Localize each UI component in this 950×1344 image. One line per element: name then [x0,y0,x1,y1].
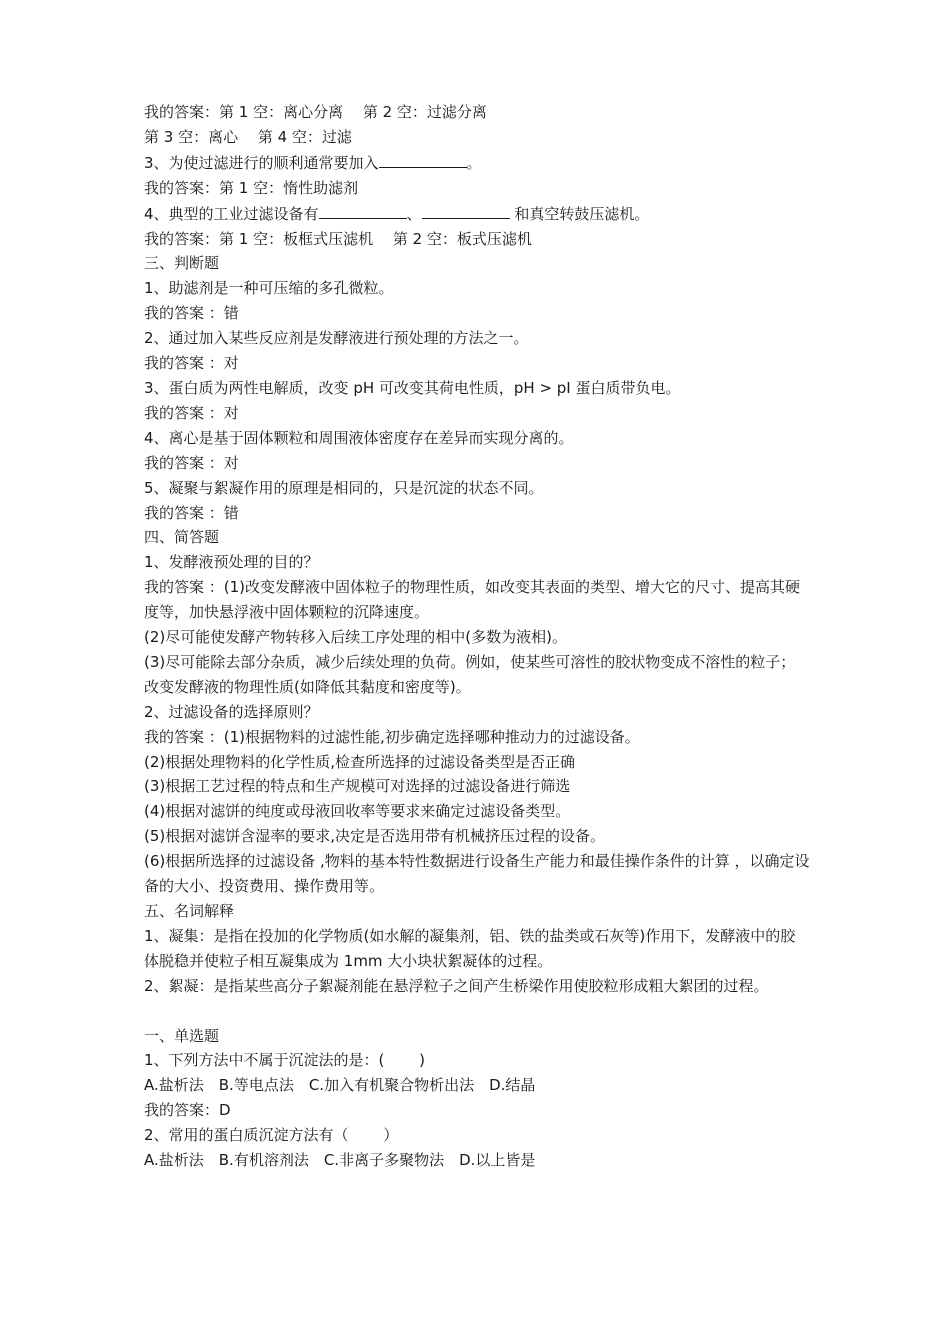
options-line: A.盐析法 B.有机溶剂法 C.非离子多聚物法 D.以上皆是 [144,1151,536,1170]
question-line [144,201,810,227]
question-text: 4、典型的工业过滤设备有 [144,204,319,223]
question-text: 3、为使过滤进行的顺利通常要加入 [144,153,379,172]
blank-spacer [144,999,810,1024]
question-text: 。 [466,153,482,172]
answer-paragraph: (4)根据对滤饼的纯度或母液回收率等要求来确定过滤设备类型。 [144,802,571,821]
section-heading: 四、简答题 [144,528,220,547]
options-line: A.盐析法 B.等电点法 C.加入有机聚合物析出法 D.结晶 [144,1076,536,1095]
answer-line: 我的答案 ：对 [144,354,239,373]
question-text: 、 [406,204,422,223]
answer-line: 我的答案：D [144,1101,231,1120]
answer-line: 第 3 空：离心 第 4 空：过滤 [144,127,352,146]
fill-blank [319,201,407,219]
answer-paragraph: (6)根据所选择的过滤设备 ,物料的基本特性数据进行设备生产能力和最佳操作条件的计算 ，以确定设备的大小、投资费用、操作费用等。 [144,852,810,896]
question-line [144,150,810,176]
answer-paragraph: 我的答案 ：(1)改变发酵液中固体粒子的物理性质，如改变其表面的类型、增大它的尺寸、提高其硬度等，加快悬浮液中固体颗粒的沉降速度。 [144,578,801,622]
question-line: 2、过滤设备的选择原则？ [144,702,319,721]
section-heading: 三、判断题 [144,254,220,273]
question-line: 3、蛋白质为两性电解质，改变 pH 可改变其荷电性质，pH > pI 蛋白质带负电。 [144,378,681,397]
question-line: 1、发酵液预处理的目的？ [144,553,319,572]
answer-paragraph: 我的答案 ：(1)根据物料的过滤性能,初步确定选择哪种推动力的过滤设备。 [144,727,640,746]
section-heading: 五、名词解释 [144,902,235,920]
question-line: 5、凝聚与絮凝作用的原理是相同的，只是沉淀的状态不同。 [144,478,544,497]
definition-paragraph: 1、凝集：是指在投加的化学物质(如水解的凝集剂，铝、铁的盐类或石灰等)作用下，发酵液中的胶体脱稳并使粒子相互凝集成为 1mm 大小块状絮凝体的过程。 [144,926,796,970]
question-line: 1、助滤剂是一种可压缩的多孔微粒。 [144,279,394,298]
answer-line: 我的答案：第 1 空：离心分离 第 2 空：过滤分离 [144,103,487,121]
answer-line: 我的答案 ：对 [144,403,239,422]
answer-paragraph: (3)根据工艺过程的特点和生产规模可对选择的过滤设备进行筛选 [144,777,571,796]
answer-line: 我的答案 ：错 [144,503,239,522]
question-text: 和真空转鼓压滤机。 [509,204,650,223]
definition-paragraph: 2、絮凝：是指某些高分子絮凝剂能在悬浮粒子之间产生桥梁作用使胶粒形成粗大絮团的过程。 [144,976,769,995]
fill-blank [379,150,467,168]
section-heading: 一、单选题 [144,1026,220,1045]
fill-blank [422,201,510,219]
answer-paragraph: (2)尽可能使发酵产物转移入后续工序处理的相中(多数为液相)。 [144,628,567,647]
answer-paragraph: (3)尽可能除去部分杂质，减少后续处理的负荷。例如，使某些可溶性的胶状物变成不溶性的粒子；改变发酵液的物理性质(如降低其黏度和密度等)。 [144,652,796,696]
question-line: 1、下列方法中不属于沉淀法的是：( ) [144,1051,426,1070]
answer-line: 我的答案：第 1 空：惰性助滤剂 [144,178,359,197]
question-line: 2、常用的蛋白质沉淀方法有（ ） [144,1126,399,1145]
document-body [144,100,810,1173]
answer-line: 我的答案 ：错 [144,304,239,323]
answer-line: 我的答案 ：对 [144,453,239,472]
answer-paragraph: (2)根据处理物料的化学性质,检查所选择的过滤设备类型是否正确 [144,752,576,771]
question-line: 2、通过加入某些反应剂是发酵液进行预处理的方法之一。 [144,329,529,348]
answer-line: 我的答案：第 1 空：板框式压滤机 第 2 空：板式压滤机 [144,229,532,248]
answer-paragraph: (5)根据对滤饼含湿率的要求,决定是否选用带有机械挤压过程的设备。 [144,827,606,846]
question-line: 4、离心是基于固体颗粒和周围液体密度存在差异而实现分离的。 [144,428,574,447]
